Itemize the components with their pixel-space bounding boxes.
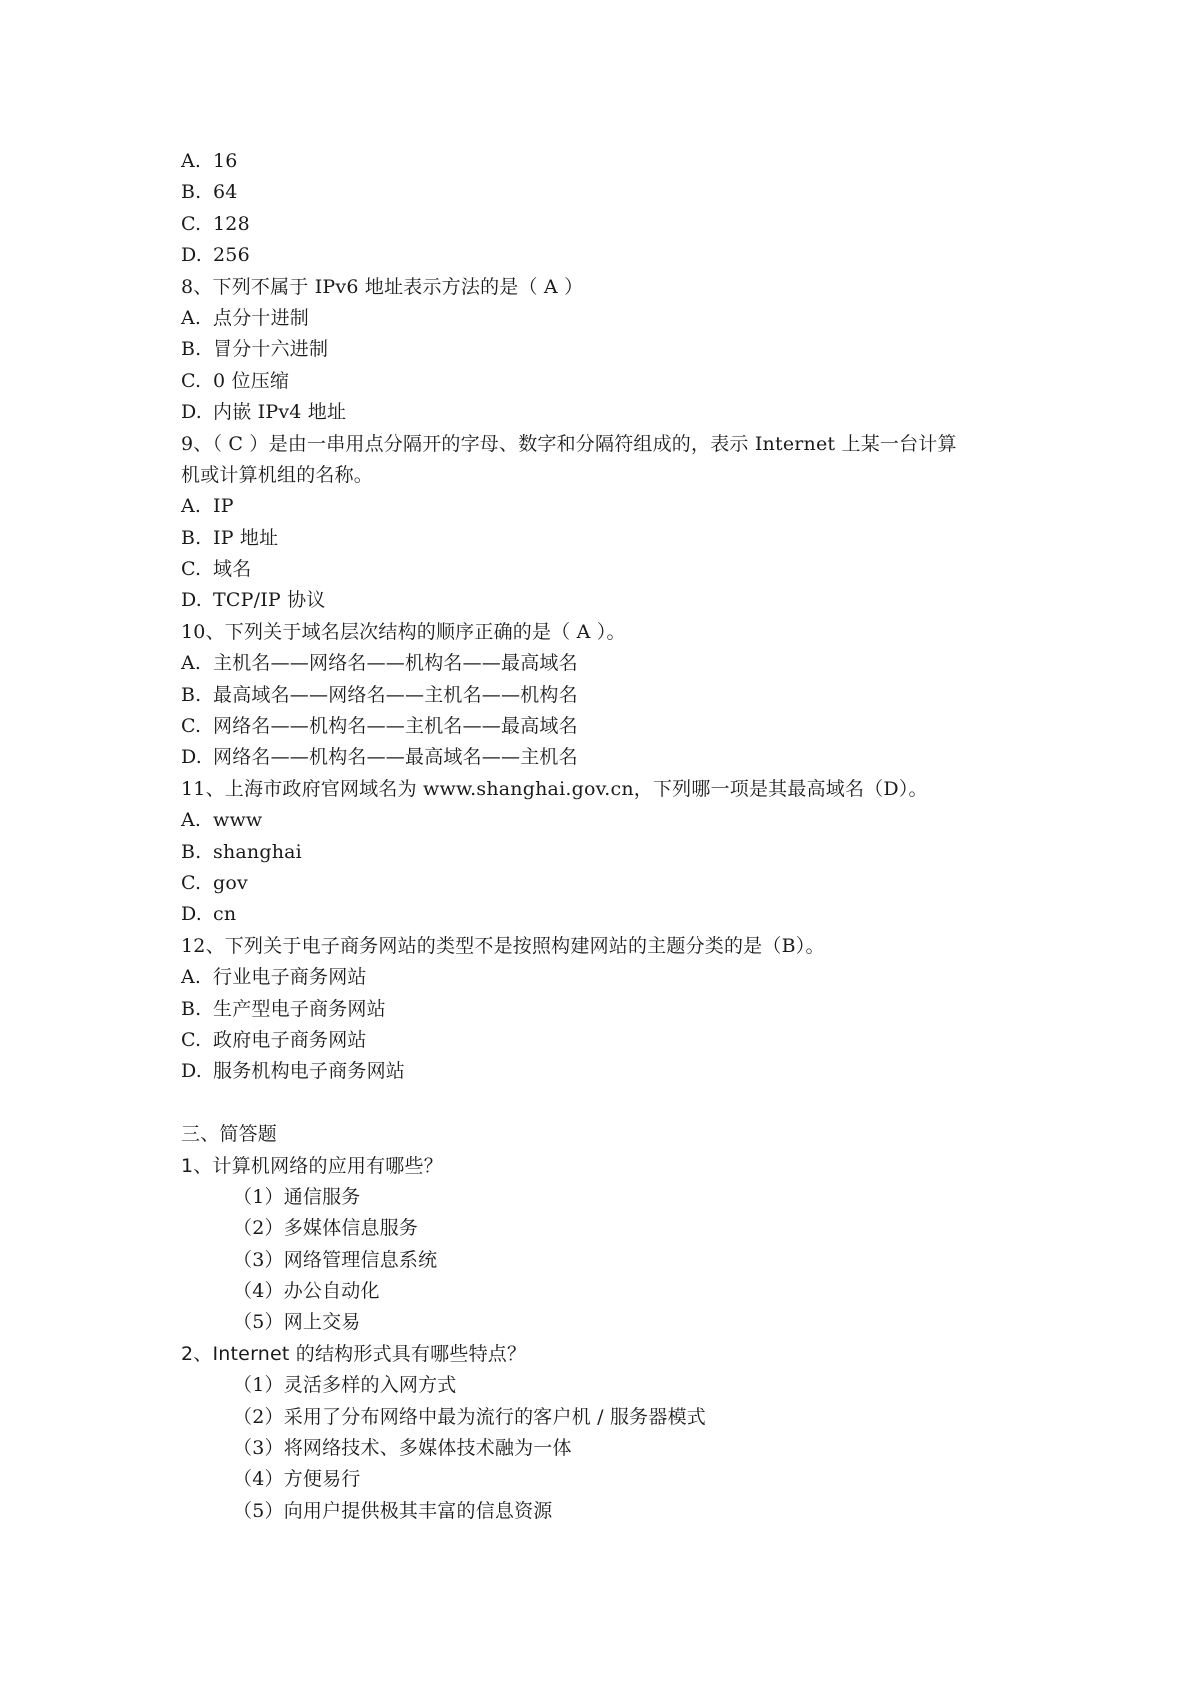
q9-stem-line-1: 9、（ C ）是由一串用点分隔开的字母、数字和分隔符组成的，表示 Internet 上某一台计算 bbox=[181, 432, 957, 455]
short-answer-1-item-3: （3）网络管理信息系统 bbox=[233, 1248, 438, 1271]
question-12 bbox=[181, 931, 1031, 1088]
q9-stem-line-2: 机或计算机组的名称。 bbox=[181, 463, 374, 486]
short-answer-2-item-2: （2）采用了分布网络中最为流行的客户机 / 服务器模式 bbox=[233, 1405, 706, 1428]
q10-option-a: A. 主机名——网络名——机构名——最高域名 bbox=[181, 652, 578, 675]
q12-stem: 12、下列关于电子商务网站的类型不是按照构建网站的主题分类的是（B）。 bbox=[181, 934, 825, 957]
short-answer-1-item-5: （5）网上交易 bbox=[233, 1311, 361, 1334]
q9-option-b: B. IP 地址 bbox=[181, 526, 279, 549]
section-spacer bbox=[181, 1088, 1031, 1119]
q10-option-c: C. 网络名——机构名——主机名——最高域名 bbox=[181, 715, 578, 738]
section-heading: 三、简答题 bbox=[181, 1123, 278, 1146]
q11-stem: 11、上海市政府官网域名为 www.shanghai.gov.cn，下列哪一项是其最高域名（D）。 bbox=[181, 777, 928, 800]
q10-stem: 10、下列关于域名层次结构的顺序正确的是（ A ）。 bbox=[181, 620, 626, 643]
q10-option-d: D. 网络名——机构名——最高域名——主机名 bbox=[181, 746, 578, 769]
short-answer-2-item-1: （1）灵活多样的入网方式 bbox=[233, 1374, 457, 1397]
q9-option-a: A. IP bbox=[181, 495, 234, 518]
short-answer-2-item-5: （5）向用户提供极其丰富的信息资源 bbox=[233, 1499, 553, 1522]
q9-option-d: D. TCP/IP 协议 bbox=[181, 589, 326, 612]
q8-option-d: D. 内嵌 IPv4 地址 bbox=[181, 401, 347, 424]
q7-option-d: D. 256 bbox=[181, 244, 250, 267]
short-answer-2-question: 2、Internet 的结构形式具有哪些特点？ bbox=[181, 1342, 527, 1365]
q8-option-a: A. 点分十进制 bbox=[181, 306, 310, 329]
q11-option-c: C. gov bbox=[181, 871, 248, 894]
question-8 bbox=[181, 272, 1031, 429]
short-answer-1-item-1: （1）通信服务 bbox=[233, 1185, 361, 1208]
q10-option-b: B. 最高域名——网络名——主机名——机构名 bbox=[181, 683, 578, 706]
q7-option-b: B. 64 bbox=[181, 181, 238, 204]
short-answer-1-item-4: （4）办公自动化 bbox=[233, 1280, 380, 1303]
q11-option-b: B. shanghai bbox=[181, 840, 302, 863]
section-short-answer bbox=[181, 1119, 1031, 1527]
page-content bbox=[181, 146, 1031, 1527]
question-7-options bbox=[181, 146, 1031, 272]
short-answer-2-item-4: （4）方便易行 bbox=[233, 1468, 361, 1491]
q8-option-c: C. 0 位压缩 bbox=[181, 369, 290, 392]
q11-option-a: A. www bbox=[181, 809, 263, 832]
q9-option-c: C. 域名 bbox=[181, 558, 252, 581]
short-answer-1-question: 1、计算机网络的应用有哪些？ bbox=[181, 1154, 443, 1177]
q12-option-a: A. 行业电子商务网站 bbox=[181, 966, 367, 989]
q7-option-c: C. 128 bbox=[181, 212, 250, 235]
question-10 bbox=[181, 617, 1031, 774]
q8-stem: 8、下列不属于 IPv6 地址表示方法的是（ A ） bbox=[181, 275, 584, 298]
q12-option-d: D. 服务机构电子商务网站 bbox=[181, 1060, 406, 1083]
question-11 bbox=[181, 774, 1031, 931]
q8-option-b: B. 冒分十六进制 bbox=[181, 338, 329, 361]
q11-option-d: D. cn bbox=[181, 903, 237, 926]
q12-option-c: C. 政府电子商务网站 bbox=[181, 1028, 367, 1051]
question-9 bbox=[181, 429, 1031, 617]
q12-option-b: B. 生产型电子商务网站 bbox=[181, 997, 386, 1020]
short-answer-2-item-3: （3）将网络技术、多媒体技术融为一体 bbox=[233, 1437, 572, 1460]
q7-option-a: A. 16 bbox=[181, 150, 238, 172]
short-answer-1-item-2: （2）多媒体信息服务 bbox=[233, 1217, 419, 1240]
